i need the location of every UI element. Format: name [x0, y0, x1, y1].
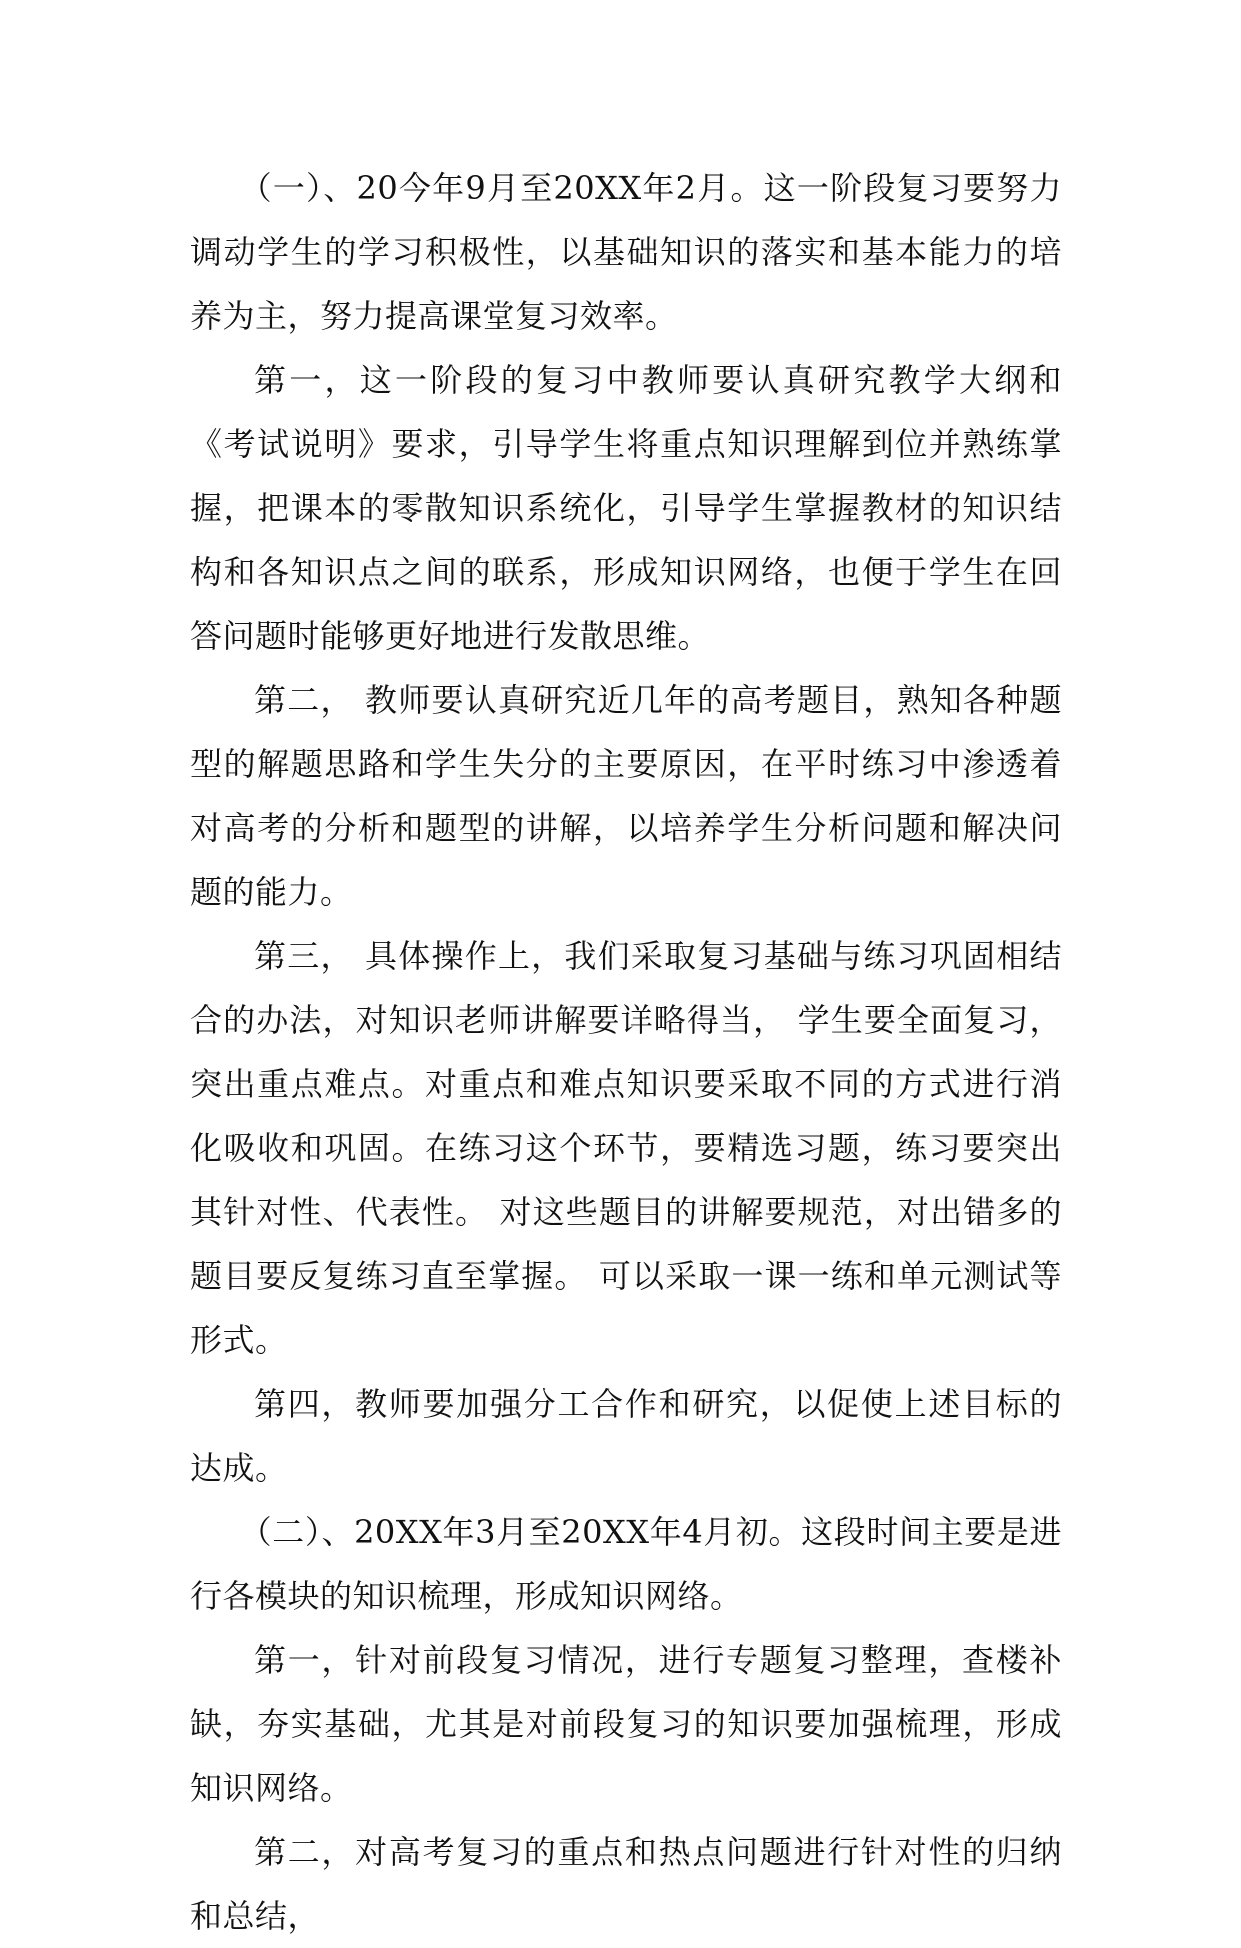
section-one-intro-paragraph: （一）、20今年9月至20XX年2月。这一阶段复习要努力调动学生的学习积极性，以基础知识的落实和基本能力的培养为主，努力提高课堂复习效率。 [190, 169, 1062, 335]
section-two-point-one-paragraph: 第一，针对前段复习情况，进行专题复习整理，查楼补缺，夯实基础，尤其是对前段复习的知识要加强梳理，形成知识网络。 [190, 1641, 1062, 1807]
section-one-point-three-paragraph: 第三， 具体操作上，我们采取复习基础与练习巩固相结合的办法，对知识老师讲解要详略得当， 学生要全面复习，突出重点难点。对重点和难点知识要采取不同的方式进行消化吸收和巩固。在练习这个环节，要精选习题，练习要突出其针对性、代表性。 对这些题目的讲解要规范，对出错多的题目要反复练习直至掌握。 可以采取一课一练和单元测试等形式。 [190, 937, 1062, 1359]
section-one-point-two-paragraph: 第二， 教师要认真研究近几年的高考题目，熟知各种题型的解题思路和学生失分的主要原因，在平时练习中渗透着对高考的分析和题型的讲解，以培养学生分析问题和解决问题的能力。 [190, 681, 1062, 911]
document-body [190, 156, 1062, 1948]
section-two-intro-paragraph: （二）、20XX年3月至20XX年4月初。这段时间主要是进行各模块的知识梳理，形成知识网络。 [190, 1513, 1062, 1615]
section-one-point-four-paragraph: 第四，教师要加强分工合作和研究，以促使上述目标的达成。 [190, 1385, 1062, 1487]
section-one-point-one-paragraph: 第一，这一阶段的复习中教师要认真研究教学大纲和《考试说明》要求，引导学生将重点知识理解到位并熟练掌握，把课本的零散知识系统化，引导学生掌握教材的知识结构和各知识点之间的联系，形成知识网络，也便于学生在回答问题时能够更好地进行发散思维。 [190, 361, 1062, 655]
section-two-point-two-paragraph: 第二，对高考复习的重点和热点问题进行针对性的归纳和总结， [190, 1833, 1062, 1935]
